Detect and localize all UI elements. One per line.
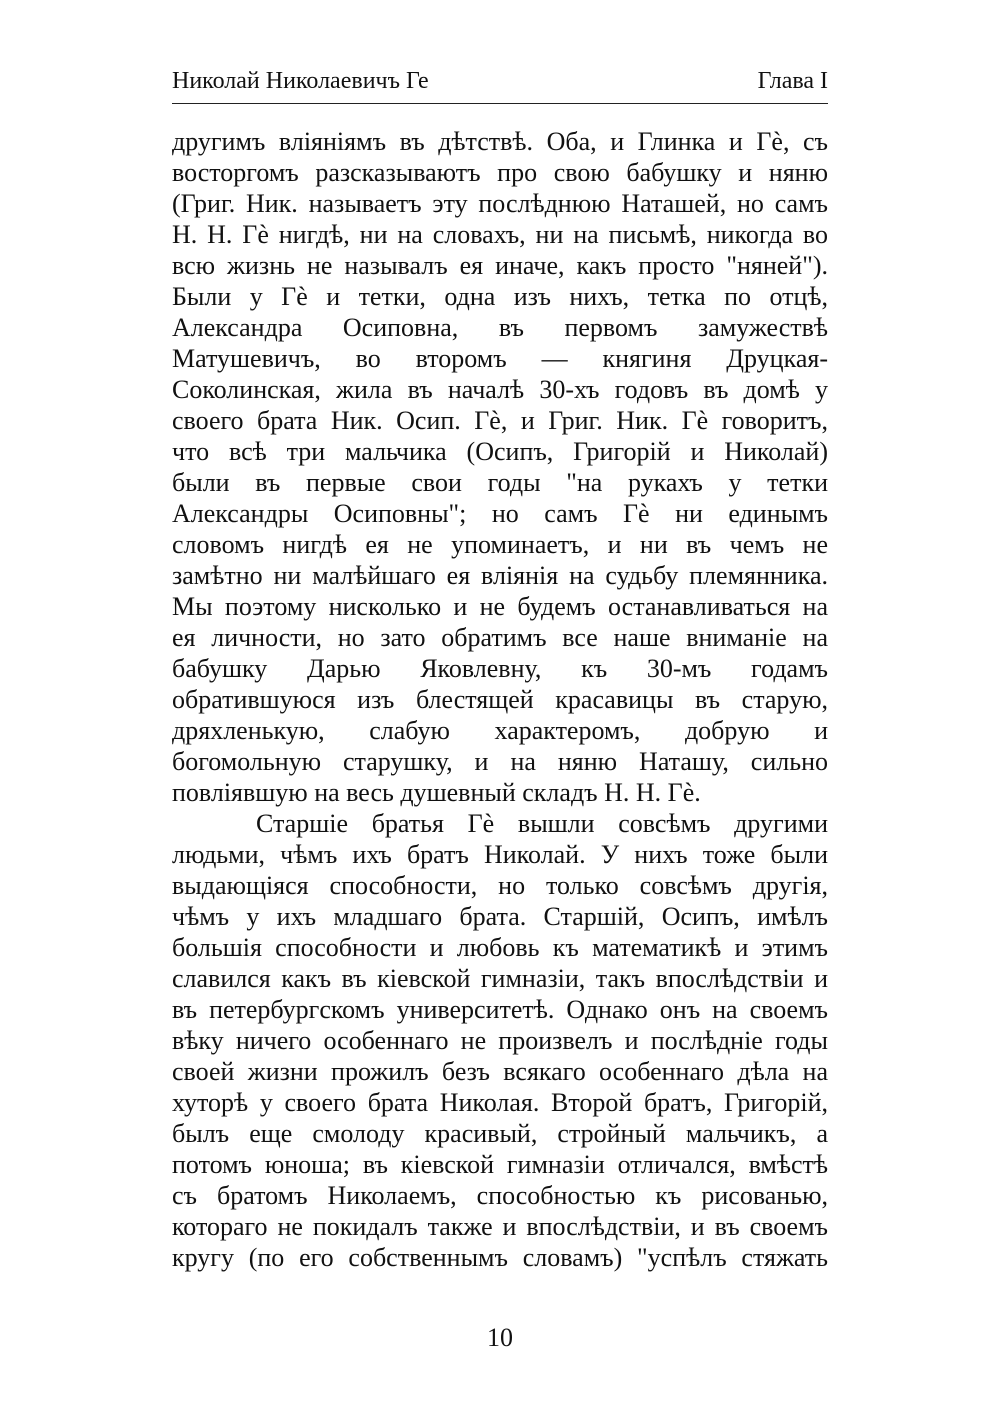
text-line: всю жизнь не называлъ ея иначе, какъ просто "няней"). [172, 251, 828, 280]
text-line: чѣмъ у ихъ младшаго брата. Старшій, Осипъ, имѣлъ [172, 902, 828, 931]
text-line: словомъ нигдѣ ея не упоминаетъ, и ни въ чемъ не [172, 530, 828, 559]
text-line: другимъ вліяніямъ въ дѣтствѣ. Оба, и Глинка и Гѐ, съ [172, 127, 828, 156]
text-line: потомъ юноша; въ кіевской гимназіи отличался, вмѣстѣ [172, 1150, 828, 1179]
text-line: Соколинская, жила въ началѣ 30-хъ годовъ въ домѣ у [172, 375, 828, 404]
paragraph-1 [172, 126, 828, 808]
paragraph-2 [172, 808, 828, 1273]
text-line: вѣку ничего особеннаго не произвелъ и послѣдніе годы [172, 1026, 828, 1055]
header-rule [172, 103, 828, 104]
text-line: выдающіяся способности, но только совсѣмъ другія, [172, 871, 828, 900]
text-line: ея личности, но зато обратимъ все наше вниманіе на [172, 623, 828, 652]
text-line: бабушку Дарью Яковлевну, къ 30-мъ годамъ [172, 654, 828, 683]
text-line: дряхленькую, слабую характеромъ, добрую и [172, 716, 828, 745]
text-line: хуторѣ у своего брата Николая. Второй братъ, Григорій, [172, 1088, 828, 1117]
running-header [172, 66, 828, 96]
header-author: Николай Николаевичъ Ге [172, 68, 429, 94]
text-line: замѣтно ни малѣйшаго ея вліянія на судьбу племянника. [172, 561, 828, 590]
text-line: восторгомъ разсказываютъ про свою бабушку и няню [172, 158, 828, 187]
text-line: людьми, чѣмъ ихъ братъ Николай. У нихъ тоже были [172, 840, 828, 869]
text-line: Мы поэтому нисколько и не будемъ останавливаться на [172, 592, 828, 621]
text-line: своей жизни прожилъ безъ всякаго особеннаго дѣла на [172, 1057, 828, 1086]
text-line: былъ еще смолоду красивый, стройный мальчикъ, а [172, 1119, 828, 1148]
text-line: Н. Н. Гѐ нигдѣ, ни на словахъ, ни на письмѣ, никогда во [172, 220, 828, 249]
text-line: богомольную старушку, и на няню Наташу, сильно [172, 747, 828, 776]
text-line: котораго не покидалъ также и впослѣдствіи, и въ своемъ [172, 1212, 828, 1241]
text-line: своего брата Ник. Осип. Гѐ, и Григ. Ник. Гѐ говоритъ, [172, 406, 828, 435]
text-line: (Григ. Ник. называетъ эту послѣднюю Наташей, но самъ [172, 189, 828, 218]
text-line: славился какъ въ кіевской гимназіи, такъ впослѣдствіи и [172, 964, 828, 993]
text-line: Александра Осиповна, въ первомъ замужествѣ [172, 313, 828, 342]
header-chapter: Глава I [757, 68, 828, 94]
text-line: въ петербургскомъ университетѣ. Однако онъ на своемъ [172, 995, 828, 1024]
text-line: Александры Осиповны"; но самъ Гѐ ни единымъ [172, 499, 828, 528]
text-line: съ братомъ Николаемъ, способностью къ рисованью, [172, 1181, 828, 1210]
text-line: Матушевичъ, во второмъ — княгиня Друцкая- [172, 344, 828, 373]
text-line: Были у Гѐ и тетки, одна изъ нихъ, тетка по отцѣ, [172, 282, 828, 311]
text-line: повліявшую на весь душевный складъ Н. Н. Гѐ. [172, 778, 701, 807]
page-number: 10 [487, 1323, 513, 1352]
text-line: кругу (по его собственнымъ словамъ) "успѣлъ стяжать [172, 1243, 828, 1272]
text-line: были въ первые свои годы "на рукахъ у тетки [172, 468, 828, 497]
text-line: обратившуюся изъ блестящей красавицы въ старую, [172, 685, 828, 714]
body-text [172, 126, 828, 1273]
text-line: что всѣ три мальчика (Осипъ, Григорій и Николай) [172, 437, 828, 466]
text-line: Старшіе братья Гѐ вышли совсѣмъ другими [256, 809, 828, 838]
text-line: большія способности и любовь къ математикѣ и этимъ [172, 933, 828, 962]
